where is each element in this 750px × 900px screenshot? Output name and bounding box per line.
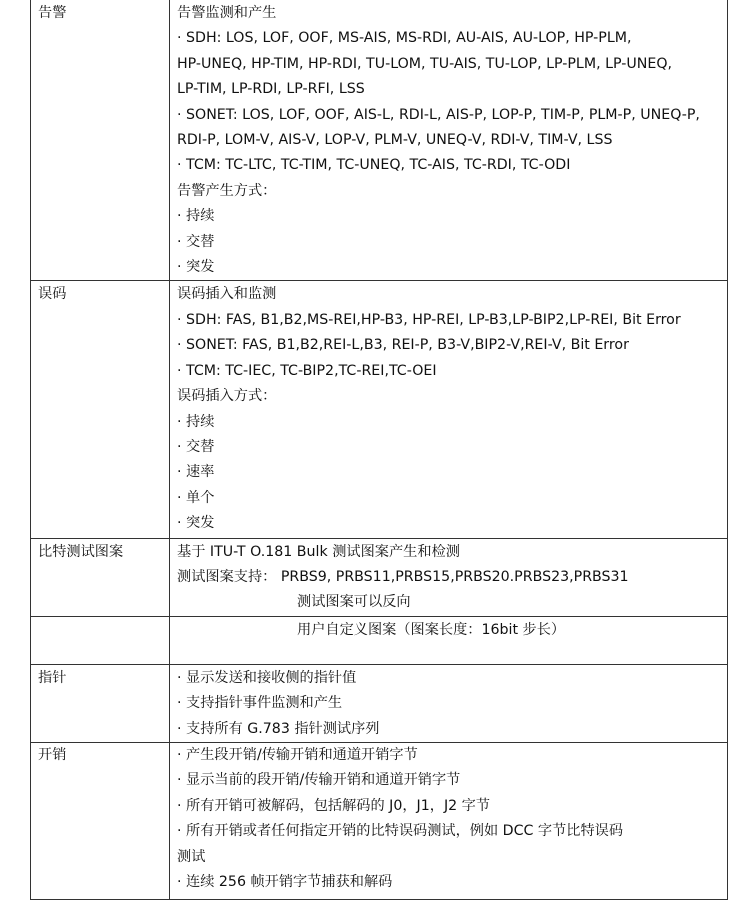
row-label — [31, 538, 170, 616]
content-line: HP-UNEQ, HP-TIM, HP-RDI, TU-LOM, TU-AIS, TU-LOP, LP-PLM, LP-UNEQ, — [177, 55, 673, 72]
content-line: · TCM: TC-IEC, TC-BIP2,TC-REI,TC-OEI — [177, 362, 437, 379]
row-bert — [31, 538, 728, 616]
content-line: 告警监测和产生 — [177, 5, 277, 21]
row-label-text: 指针 — [38, 669, 67, 686]
content-line: · 单个 — [177, 489, 215, 506]
row-content — [170, 281, 728, 538]
content-line: · 显示发送和接收侧的指针值 — [177, 669, 357, 686]
row-alarm — [31, 0, 728, 281]
content-line: 误码插入和监测 — [177, 286, 277, 303]
content-line: 测试图案可以反向 — [297, 594, 411, 611]
row-label — [31, 664, 170, 742]
content-line: · 支持指针事件监测和产生 — [177, 695, 343, 712]
row-content — [170, 0, 728, 281]
content-line: RDI-P, LOM-V, AIS-V, LOP-V, PLM-V, UNEQ-V, RDI-V, TIM-V, LSS — [177, 132, 613, 149]
content-line: 测试 — [177, 848, 206, 865]
row-label — [31, 742, 170, 899]
content-line: · SDH: FAS, B1,B2,MS-REI,HP-B3, HP-REI, LP-B3,LP-BIP2,LP-REI, Bit Error — [177, 311, 681, 328]
content-line: 基于 ITU-T O.181 Bulk 测试图案产生和检测 — [177, 543, 460, 560]
content-line: · SDH: LOS, LOF, OOF, MS-AIS, MS-RDI, AU-AIS, AU-LOP, HP-PLM, — [177, 30, 632, 47]
content-line: 告警产生方式： — [177, 182, 277, 199]
content-line: · 突发 — [177, 259, 215, 276]
row-label-text: 比特测试图案 — [38, 543, 124, 560]
content-line: · 显示当前的段开销/传输开销和通道开销字节 — [177, 772, 461, 789]
content-line: · SONET: LOS, LOF, OOF, AIS-L, RDI-L, AIS-P, LOP-P, TIM-P, PLM-P, UNEQ-P, — [177, 106, 700, 123]
row-content — [170, 742, 728, 899]
row-label — [31, 0, 170, 281]
row-content — [170, 664, 728, 742]
row-error — [31, 281, 728, 538]
row-content — [170, 616, 728, 664]
content-line: · 所有开销可被解码，包括解码的 J0，J1，J2 字节 — [177, 797, 491, 814]
row-label — [31, 281, 170, 538]
row-bert-custom — [31, 616, 728, 664]
content-line: 用户自定义图案（图案长度：16bit 步长） — [297, 621, 566, 638]
content-line: · 所有开销或者任何指定开销的比特误码测试，例如 DCC 字节比特误码 — [177, 823, 624, 840]
content-line: · 连续 256 帧开销字节捕获和解码 — [177, 874, 393, 890]
content-line: · 速率 — [177, 464, 215, 481]
content-line: · 交替 — [177, 233, 215, 250]
content-line: · 产生段开销/传输开销和通道开销字节 — [177, 746, 418, 763]
content-line: 测试图案支持： PRBS9, PRBS11,PRBS15,PRBS20.PRBS23,PRBS31 — [177, 568, 629, 585]
spec-table — [30, 0, 728, 900]
row-overhead — [31, 742, 728, 899]
content-line: · 交替 — [177, 438, 215, 455]
content-line: · TCM: TC-LTC, TC-TIM, TC-UNEQ, TC-AIS, TC-RDI, TC-ODI — [177, 157, 571, 174]
content-line: LP-TIM, LP-RDI, LP-RFI, LSS — [177, 81, 365, 98]
row-label-text: 开销 — [38, 746, 67, 763]
content-line: · 支持所有 G.783 指针测试序列 — [177, 720, 380, 737]
content-line: · 突发 — [177, 515, 215, 532]
row-label-text: 误码 — [38, 286, 67, 303]
content-line: 误码插入方式： — [177, 388, 277, 405]
content-line: · 持续 — [177, 413, 215, 430]
row-label — [31, 616, 170, 664]
row-label-text: 告警 — [38, 5, 67, 21]
row-pointer — [31, 664, 728, 742]
row-content — [170, 538, 728, 616]
content-line: · 持续 — [177, 208, 215, 225]
content-line: · SONET: FAS, B1,B2,REI-L,B3, REI-P, B3-V,BIP2-V,REI-V, Bit Error — [177, 337, 629, 354]
